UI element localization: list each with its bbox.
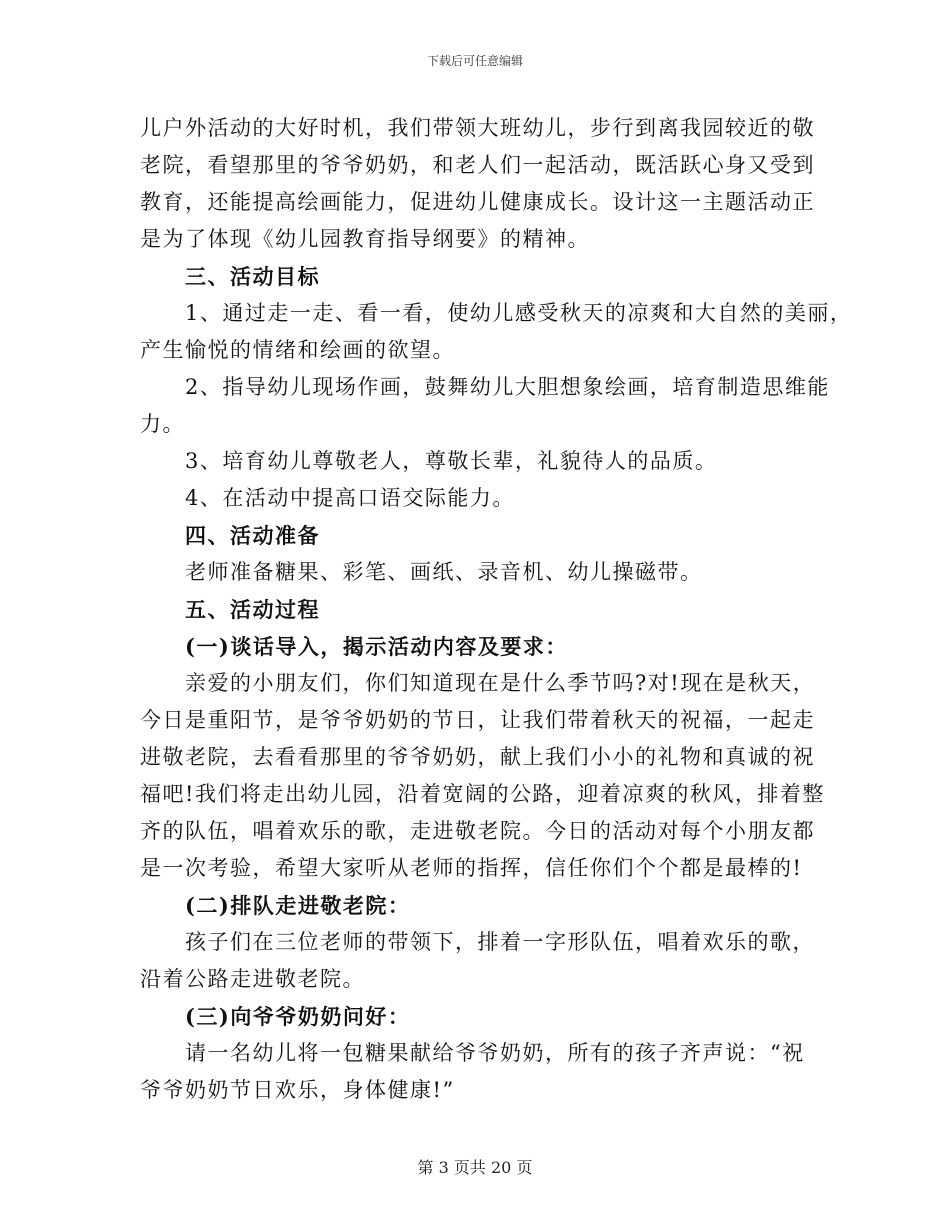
paragraph-line: 是一次考验，希望大家听从老师的指挥，信任你们个个都是最棒的! [140,856,803,880]
page-header: 下载后可任意编辑 [426,54,523,68]
section-heading: (二)排队走进敬老院： [185,893,411,918]
page-number: 第 3 页共 20 页 [417,1158,533,1177]
paragraph-line: 2、指导幼儿现场作画，鼓舞幼儿大胆想象绘画，培育制造思维能 [185,375,830,399]
paragraph-line: 沿着公路走进敬老院。 [140,967,365,991]
section-heading: 五、活动过程 [185,597,320,622]
paragraph-line: 老院，看望那里的爷爷奶奶，和老人们一起活动，既活跃心身又受到 [140,153,815,177]
section-heading: (一)谈话导入，揭示活动内容及要求： [185,634,568,659]
paragraph-line: 力。 [140,412,185,436]
paragraph-line: 教育，还能提高绘画能力，促进幼儿健康成长。设计这一主题活动正 [140,190,815,214]
paragraph-line: 1、通过走一走、看一看，使幼儿感受秋天的凉爽和大自然的美丽， [185,301,853,325]
paragraph-line: 孩子们在三位老师的带领下，排着一字形队伍，唱着欢乐的歌， [185,930,815,954]
document-body [140,110,853,1109]
section-heading: (三)向爷爷奶奶问好： [185,1004,411,1029]
paragraph-line: 福吧!我们将走出幼儿园，沿着宽阔的公路，迎着凉爽的秋风，排着整 [140,782,825,806]
paragraph-line: 爷爷奶奶节日欢乐，身体健康!” [140,1078,455,1102]
paragraph-line: 是为了体现《幼儿园教育指导纲要》的精神。 [140,227,590,251]
paragraph-line: 3、培育幼儿尊敬老人，尊敬长辈，礼貌待人的品质。 [185,449,718,473]
paragraph-line: 产生愉悦的情绪和绘画的欲望。 [140,338,455,362]
paragraph-line: 儿户外活动的大好时机，我们带领大班幼儿，步行到离我园较近的敬 [140,116,815,140]
paragraph-line: 今日是重阳节，是爷爷奶奶的节日，让我们带着秋天的祝福，一起走 [140,708,815,732]
paragraph-line: 齐的队伍，唱着欢乐的歌，走进敬老院。今日的活动对每个小朋友都 [140,819,815,843]
paragraph-line: 亲爱的小朋友们，你们知道现在是什么季节吗?对!现在是秋天， [185,671,816,695]
paragraph-line: 老师准备糖果、彩笔、画纸、录音机、幼儿操磁带。 [185,560,703,584]
section-heading: 三、活动目标 [185,264,320,289]
section-heading: 四、活动准备 [185,523,320,548]
paragraph-line: 请一名幼儿将一包糖果献给爷爷奶奶，所有的孩子齐声说：“祝 [185,1041,805,1065]
paragraph-line: 4、在活动中提高口语交际能力。 [185,486,515,510]
paragraph-line: 进敬老院，去看看那里的爷爷奶奶，献上我们小小的礼物和真诚的祝 [140,745,815,769]
